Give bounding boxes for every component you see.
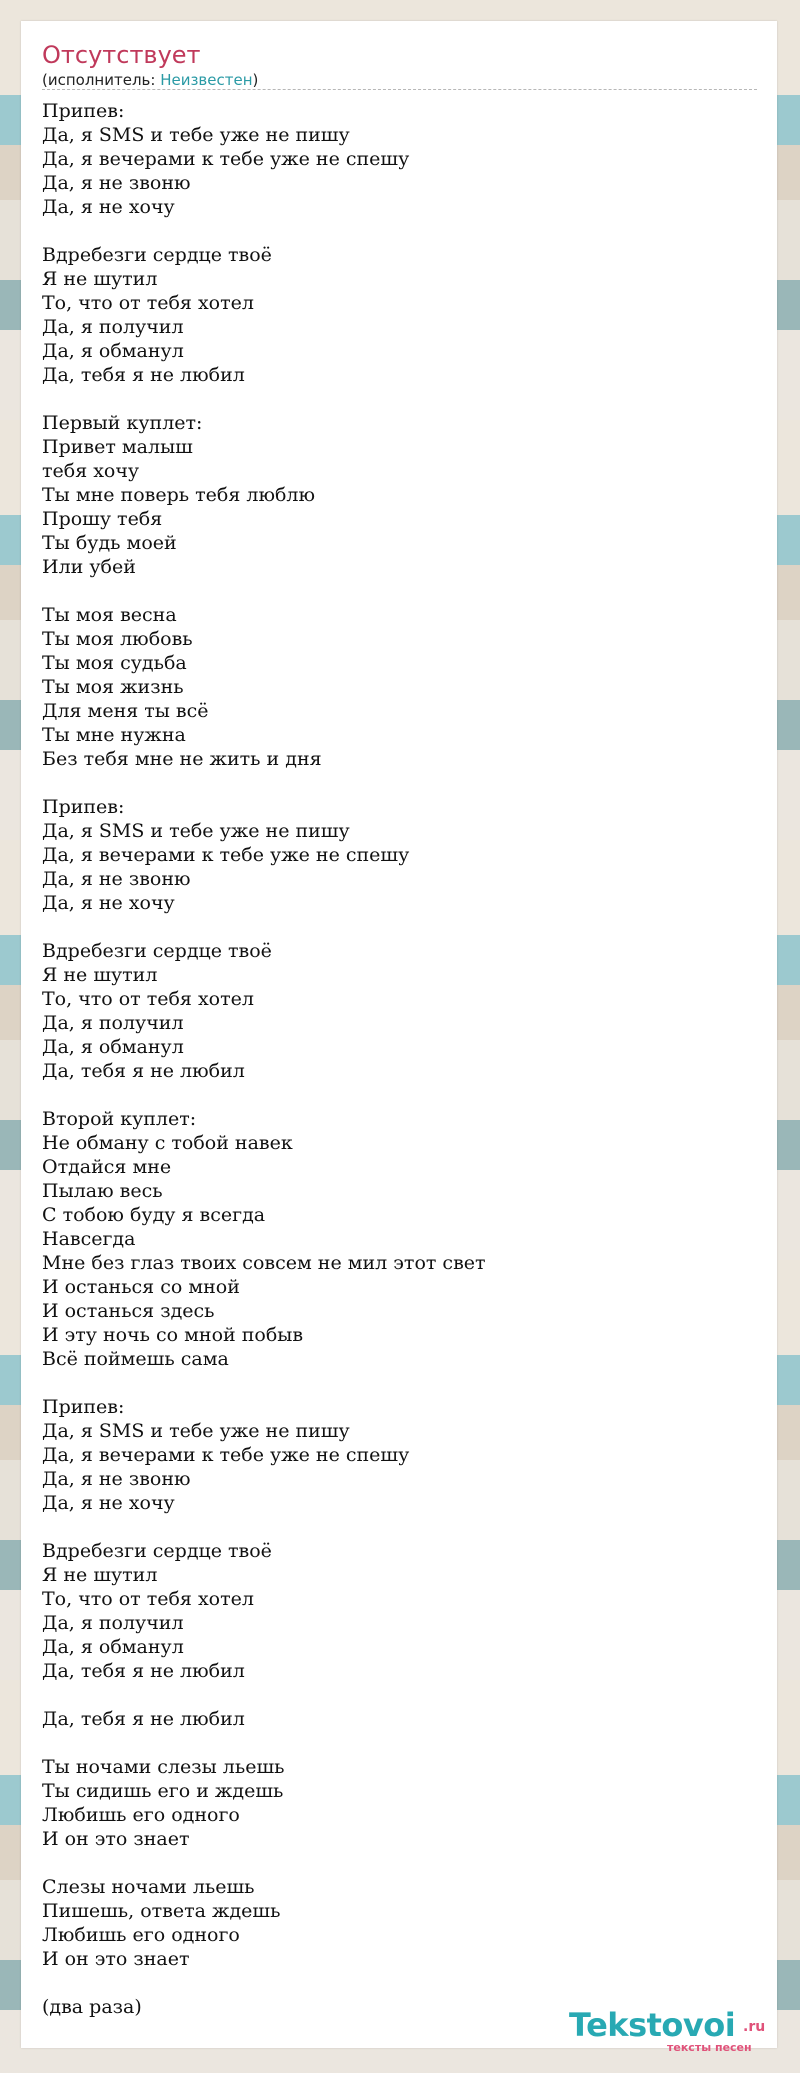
site-logo[interactable] (569, 2006, 769, 2054)
lyrics-card (21, 21, 777, 2054)
performer-suffix: ) (252, 71, 259, 89)
logo-domain: .ru (743, 2019, 766, 2035)
lyrics-text: Припев: Да, я SMS и тебе уже не пишу Да, я вечерами к тебе уже не спешу Да, я не звоню Да, я не хочу Вдребезги сердце твоё Я не шутил То, что от тебя хотел Да, я получил Да, я обманул Да, тебя я не любил Первый куплет: Привет малыш тебя хочу Ты мне поверь тебя люблю Прошу тебя Ты будь моей Или убей Ты моя весна Ты моя любовь Ты моя судьба Ты моя жизнь Для меня ты всё Ты мне нужна Без тебя мне не жить и дня Припев: Да, я SMS и тебе уже не пишу Да, я вечерами к тебе уже не спешу Да, я не звоню Да, я не хочу Вдребезги сердце твоё Я не шутил То, что от тебя хотел Да, я получил Да, я обманул Да, тебя я не любил Второй куплет: Не обману с тобой навек Отдайся мне Пылаю весь С тобою буду я всегда Навсегда Мне без глаз твоих совсем не мил этот свет И останься со мной И останься здесь И эту ночь со мной побыв Всё поймешь сама Припев: Да, я SMS и тебе уже не пишу Да, я вечерами к тебе уже не спешу Да, я не звоню Да, я не хочу Вдребезги сердце твоё Я не шутил То, что от тебя хотел Да, я получил Да, я обманул Да, тебя я не любил Да, тебя я не любил Ты ночами слезы льешь Ты сидишь его и ждешь Любишь его одного И он это знает Слезы ночами льешь Пишешь, ответа ждешь Любишь его одного И он это знает (два раза) (42, 100, 486, 2018)
song-title: Отсутствует (42, 41, 201, 69)
logo-tagline: тексты песен (667, 2041, 752, 2054)
performer-line (42, 71, 258, 89)
title-divider (42, 89, 757, 90)
logo-wordmark: Tekstovoi (569, 2006, 736, 2044)
performer-prefix: (исполнитель: (42, 71, 161, 89)
performer-link[interactable]: Неизвестен (160, 71, 253, 89)
